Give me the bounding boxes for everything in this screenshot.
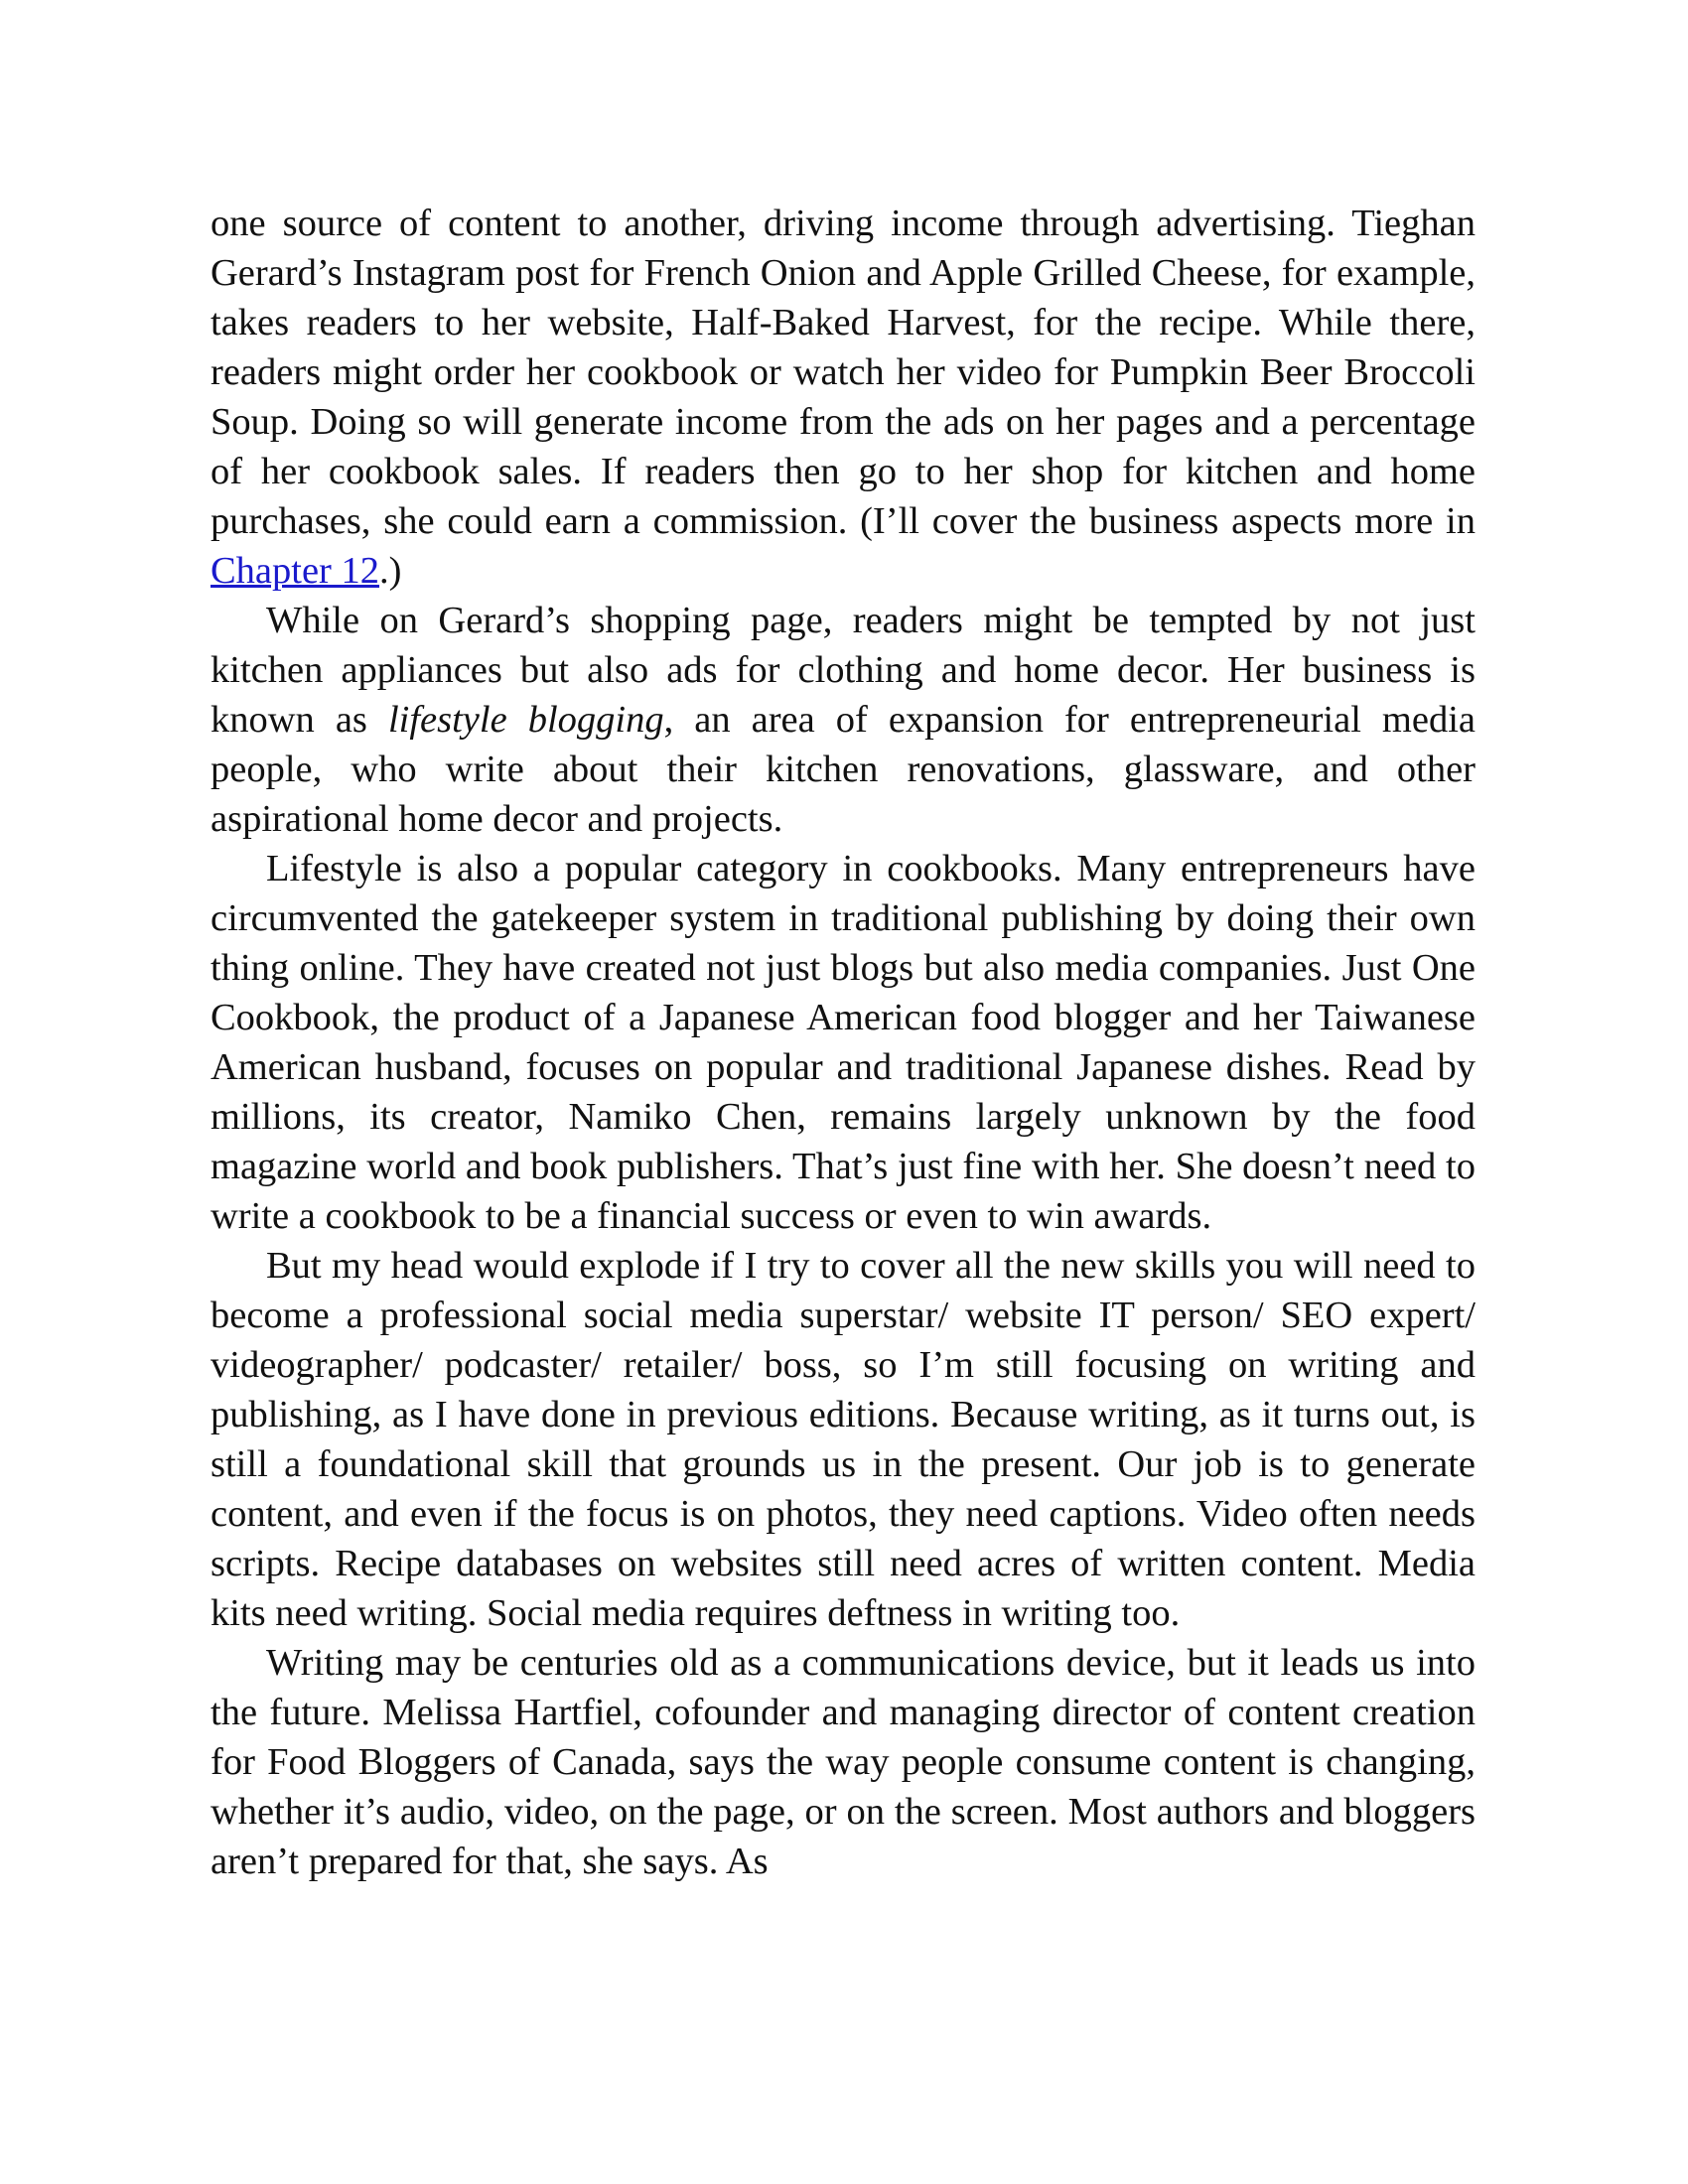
paragraph-text: Writing may be centuries old as a communications device, but it leads us into the future. Melissa Hartfiel, cofounder and managing director of content creation for Food Bloggers of Canada, says the way people consume content is changing, whether it’s audio, video, on the page, or on the screen. Most authors and bloggers aren’t prepared for that, she says. As — [211, 1642, 1476, 1882]
paragraph-1 — [211, 199, 1476, 596]
paragraph-text: , an area of expansion for entrepreneurial media people, who write about their kitchen renovations, glassware, and other aspirational home decor and projects. — [211, 699, 1476, 840]
paragraph-text: .) — [379, 550, 402, 592]
page-body — [211, 199, 1476, 1886]
paragraph-2 — [211, 596, 1476, 844]
emphasis-term: lifestyle blogging — [387, 699, 664, 741]
paragraph-3 — [211, 844, 1476, 1241]
paragraph-text: one source of content to another, driving income through advertising. Tieghan Gerard’s Instagram post for French Onion and Apple Grilled Cheese, for example, takes readers to her website, Half-Baked Harvest, for the recipe. While there, readers might order her cookbook or watch her video for Pumpkin Beer Broccoli Soup. Doing so will generate income from the ads on her pages and a percentage of her cookbook sales. If readers then go to her shop for kitchen and home purchases, she could earn a commission. (I’ll cover the business aspects more in — [211, 203, 1476, 542]
paragraph-5 — [211, 1638, 1476, 1886]
paragraph-text: While on Gerard’s shopping page, readers might be tempted by not just kitchen appliances but also ads for clothing and home decor. Her business is known as — [211, 600, 1476, 741]
paragraph-text: Lifestyle is also a popular category in cookbooks. Many entrepreneurs have circumvented the gatekeeper system in traditional publishing by doing their own thing online. They have created not just blogs but also media companies. Just One Cookbook, the product of a Japanese American food blogger and her Taiwanese American husband, focuses on popular and traditional Japanese dishes. Read by millions, its creator, Namiko Chen, remains largely unknown by the food magazine world and book publishers. That’s just fine with her. She doesn’t need to write a cookbook to be a financial success or even to win awards. — [211, 848, 1476, 1237]
chapter-12-link[interactable]: Chapter 12 — [211, 550, 379, 592]
paragraph-4 — [211, 1241, 1476, 1638]
paragraph-text: But my head would explode if I try to cover all the new skills you will need to become a professional social media superstar/ website IT person/ SEO expert/ videographer/ podcaster/ retailer/ boss, so I’m still focusing on writing and publishing, as I have done in previous editions. Because writing, as it turns out, is still a foundational skill that grounds us in the present. Our job is to generate content, and even if the focus is on photos, they need captions. Video often needs scripts. Recipe databases on websites still need acres of written content. Media kits need writing. Social media requires deftness in writing too. — [211, 1245, 1476, 1634]
